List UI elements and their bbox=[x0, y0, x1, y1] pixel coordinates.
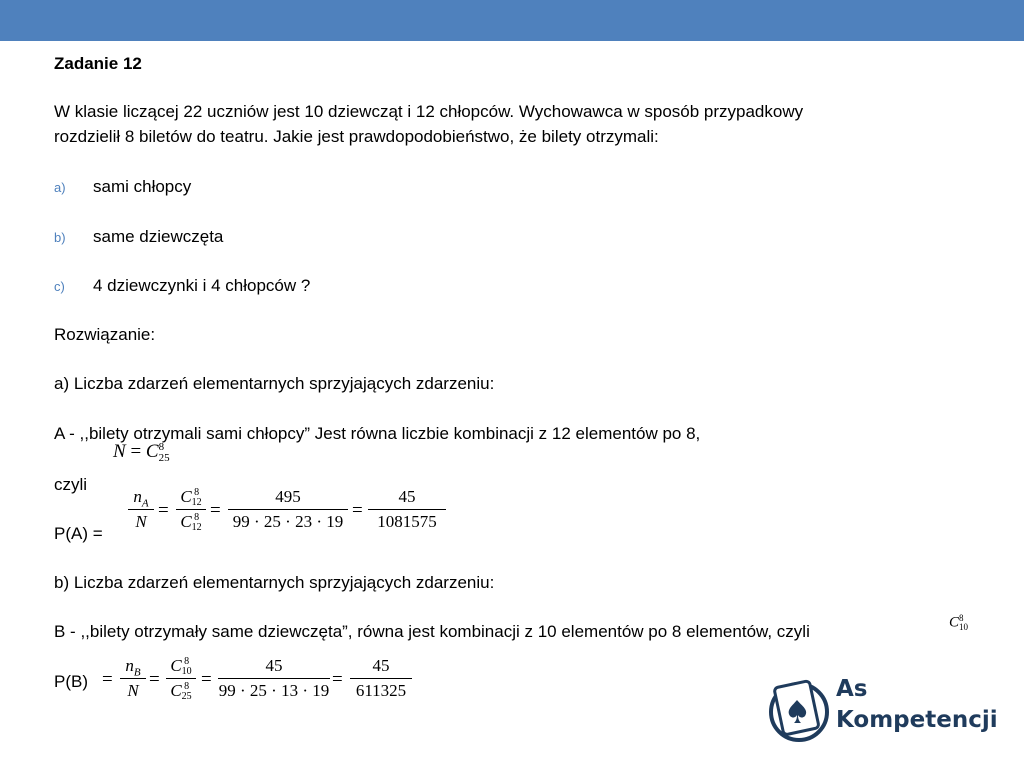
frac-495: 495 99 · 25 · 23 · 19 bbox=[228, 486, 348, 533]
frac-45-611325: 45 611325 bbox=[350, 655, 412, 702]
equals-sign: = bbox=[210, 500, 221, 521]
option-a-text: sami chłopcy bbox=[93, 177, 192, 196]
option-b-marker: b) bbox=[54, 230, 66, 245]
equals-sign: = bbox=[158, 500, 169, 521]
czyli-label: czyli bbox=[54, 475, 88, 494]
frac-na-over-n: $n_A$ N bbox=[128, 486, 154, 533]
pa-label: P(A) = bbox=[54, 524, 103, 543]
pb-label: P(B) bbox=[54, 672, 88, 691]
part-a-text: A - ,,bilety otrzymali sami chłopcy” Jest równa liczbie kombinacji z 12 elementów po 8, bbox=[54, 424, 701, 443]
solution-label: Rozwiązanie: bbox=[54, 325, 156, 344]
logo-text-as: As bbox=[836, 676, 868, 702]
equals-sign: = bbox=[102, 669, 113, 690]
frac-c12-over-c12: C 8 12 C 8 12 bbox=[176, 486, 206, 533]
equals-sign: = bbox=[352, 500, 363, 521]
option-b-text: same dziewczęta bbox=[93, 227, 224, 246]
part-a-heading: a) Liczba zdarzeń elementarnych sprzyjających zdarzeniu: bbox=[54, 374, 495, 393]
frac-nb-over-n: $n_B$ N bbox=[120, 655, 146, 702]
option-a-marker: a) bbox=[54, 180, 66, 195]
formula-c10: C 8 10 bbox=[949, 613, 969, 632]
frac-c10-over-c25: C 8 10 C 8 25 bbox=[166, 655, 196, 702]
part-b-text: B - ,,bilety otrzymały same dziewczęta”, równa jest kombinacji z 10 elementów po 8 elementów, czyli bbox=[54, 622, 810, 641]
frac-45-mid: 45 99 · 25 · 13 · 19 bbox=[218, 656, 330, 700]
frac-45-1081575: 45 1081575 bbox=[368, 486, 446, 533]
intro-line-2: rozdzielił 8 biletów do teatru. Jakie jest prawdopodobieństwo, że bilety otrzymali: bbox=[54, 127, 659, 146]
equals-sign: = bbox=[201, 669, 212, 690]
equals-sign: = bbox=[332, 669, 343, 690]
formula-n-total: N = C 8 25 bbox=[113, 440, 170, 464]
top-banner bbox=[0, 0, 1024, 41]
logo-text-kompetencji: Kompetencji bbox=[836, 707, 998, 733]
slide-title: Zadanie 12 bbox=[54, 54, 142, 73]
part-b-heading: b) Liczba zdarzeń elementarnych sprzyjających zdarzeniu: bbox=[54, 573, 495, 592]
option-c-marker: c) bbox=[54, 279, 65, 294]
equals-sign: = bbox=[149, 669, 160, 690]
option-c-text: 4 dziewczynki i 4 chłopców ? bbox=[93, 276, 311, 295]
intro-line-1: W klasie liczącej 22 uczniów jest 10 dziewcząt i 12 chłopców. Wychowawca w sposób przypadkowy bbox=[54, 102, 804, 121]
